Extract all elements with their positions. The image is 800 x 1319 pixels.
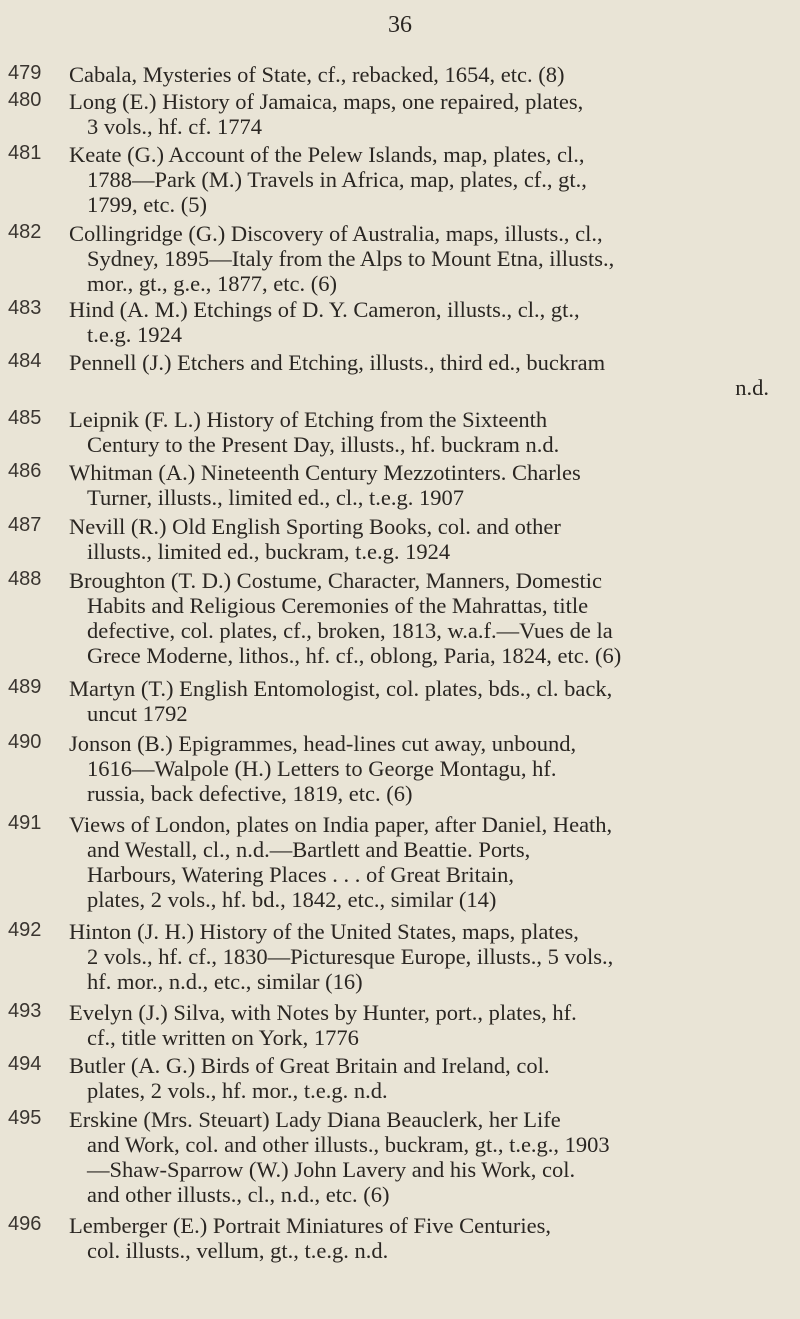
lot-line: —Shaw-Sparrow (W.) John Lavery and his Work, col.	[87, 1157, 576, 1182]
lot-description	[69, 297, 789, 347]
lot-number: 479	[8, 62, 42, 84]
lot-number: 492	[8, 919, 42, 941]
lot-line: Leipnik (F. L.) History of Etching from the Sixteenth	[69, 407, 548, 432]
lot-line: and other illusts., cl., n.d., etc. (6)	[87, 1182, 390, 1207]
lot-number: 495	[8, 1107, 42, 1129]
lot-number: 486	[8, 460, 42, 482]
lot-line: Butler (A. G.) Birds of Great Britain and Ireland, col.	[69, 1053, 550, 1078]
lot-line: Pennell (J.) Etchers and Etching, illusts., third ed., buckram	[69, 350, 606, 375]
lot-line: Harbours, Watering Places . . . of Great Britain,	[87, 862, 515, 887]
lot-line: russia, back defective, 1819, etc. (6)	[87, 781, 413, 806]
lot-description	[69, 62, 789, 87]
lot-line: Turner, illusts., limited ed., cl., t.e.g. 1907	[87, 485, 464, 510]
lot-line: plates, 2 vols., hf. bd., 1842, etc., similar (14)	[87, 887, 497, 912]
lot-number: 482	[8, 221, 42, 243]
lot-number: 488	[8, 568, 42, 590]
lot-number: 496	[8, 1213, 42, 1235]
lot-line: and Work, col. and other illusts., buckram, gt., t.e.g., 1903	[87, 1132, 610, 1157]
lot-line: 2 vols., hf. cf., 1830—Picturesque Europe, illusts., 5 vols.,	[87, 944, 614, 969]
lot-description	[69, 221, 789, 296]
lot-number: 484	[8, 350, 42, 372]
lot-line: cf., title written on York, 1776	[87, 1025, 359, 1050]
lot-line: Century to the Present Day, illusts., hf. buckram n.d.	[87, 432, 560, 457]
lot-number: 480	[8, 89, 42, 111]
lot-number: 481	[8, 142, 42, 164]
lot-number: 487	[8, 514, 42, 536]
lot-line: Cabala, Mysteries of State, cf., rebacked, 1654, etc. (8)	[69, 62, 565, 87]
lot-description	[69, 568, 789, 668]
lot-line: Hinton (J. H.) History of the United States, maps, plates,	[69, 919, 579, 944]
lot-line: Views of London, plates on India paper, after Daniel, Heath,	[69, 812, 613, 837]
lot-description	[69, 460, 789, 510]
lot-line: uncut 1792	[87, 701, 188, 726]
lot-description	[69, 1107, 789, 1207]
lot-line: defective, col. plates, cf., broken, 1813, w.a.f.—Vues de la	[87, 618, 613, 643]
lot-line: Whitman (A.) Nineteenth Century Mezzotinters. Charles	[69, 460, 581, 485]
lot-line: Broughton (T. D.) Costume, Character, Manners, Domestic	[69, 568, 602, 593]
lot-line: Evelyn (J.) Silva, with Notes by Hunter, port., plates, hf.	[69, 1000, 577, 1025]
lot-line: Collingridge (G.) Discovery of Australia, maps, illusts., cl.,	[69, 221, 603, 246]
lot-line: 3 vols., hf. cf. 1774	[87, 114, 262, 139]
lot-description	[69, 407, 789, 457]
lot-line: 1799, etc. (5)	[87, 192, 207, 217]
lot-description	[69, 919, 789, 994]
lot-description	[69, 142, 789, 217]
lot-line: Hind (A. M.) Etchings of D. Y. Cameron, illusts., cl., gt.,	[69, 297, 580, 322]
lot-description	[69, 676, 789, 726]
lot-number: 483	[8, 297, 42, 319]
lot-number: 494	[8, 1053, 42, 1075]
lot-line: Keate (G.) Account of the Pelew Islands, map, plates, cl.,	[69, 142, 585, 167]
lot-line: Habits and Religious Ceremonies of the Mahrattas, title	[87, 593, 589, 618]
lot-line: 1788—Park (M.) Travels in Africa, map, plates, cf., gt.,	[87, 167, 587, 192]
lot-line: Nevill (R.) Old English Sporting Books, col. and other	[69, 514, 561, 539]
lot-description	[69, 1053, 789, 1103]
lot-number: 491	[8, 812, 42, 834]
lot-description	[69, 89, 789, 139]
lot-description	[69, 812, 789, 912]
lot-line: 1616—Walpole (H.) Letters to George Montagu, hf.	[87, 756, 557, 781]
lot-line: Martyn (T.) English Entomologist, col. plates, bds., cl. back,	[69, 676, 613, 701]
lot-number: 485	[8, 407, 42, 429]
lot-description	[69, 514, 789, 564]
lot-line: and Westall, cl., n.d.—Bartlett and Beattie. Ports,	[87, 837, 531, 862]
lot-description	[69, 731, 789, 806]
lot-line: Jonson (B.) Epigrammes, head-lines cut away, unbound,	[69, 731, 577, 756]
lot-line: n.d.	[735, 375, 769, 400]
lot-description	[69, 350, 789, 400]
lot-line: illusts., limited ed., buckram, t.e.g. 1924	[87, 539, 451, 564]
lot-line: Grece Moderne, lithos., hf. cf., oblong, Paria, 1824, etc. (6)	[87, 643, 622, 668]
page-number: 36	[388, 12, 412, 38]
lot-line: Erskine (Mrs. Steuart) Lady Diana Beauclerk, her Life	[69, 1107, 561, 1132]
lot-line: Sydney, 1895—Italy from the Alps to Mount Etna, illusts.,	[87, 246, 615, 271]
lot-line: Long (E.) History of Jamaica, maps, one repaired, plates,	[69, 89, 584, 114]
lot-description	[69, 1213, 789, 1263]
lot-line: mor., gt., g.e., 1877, etc. (6)	[87, 271, 337, 296]
lot-number: 489	[8, 676, 42, 698]
lot-line: hf. mor., n.d., etc., similar (16)	[87, 969, 363, 994]
lot-number: 493	[8, 1000, 42, 1022]
lot-line: Lemberger (E.) Portrait Miniatures of Five Centuries,	[69, 1213, 551, 1238]
lot-line: plates, 2 vols., hf. mor., t.e.g. n.d.	[87, 1078, 388, 1103]
lot-description	[69, 1000, 789, 1050]
lot-line: t.e.g. 1924	[87, 322, 182, 347]
lot-line: col. illusts., vellum, gt., t.e.g. n.d.	[87, 1238, 389, 1263]
lot-number: 490	[8, 731, 42, 753]
